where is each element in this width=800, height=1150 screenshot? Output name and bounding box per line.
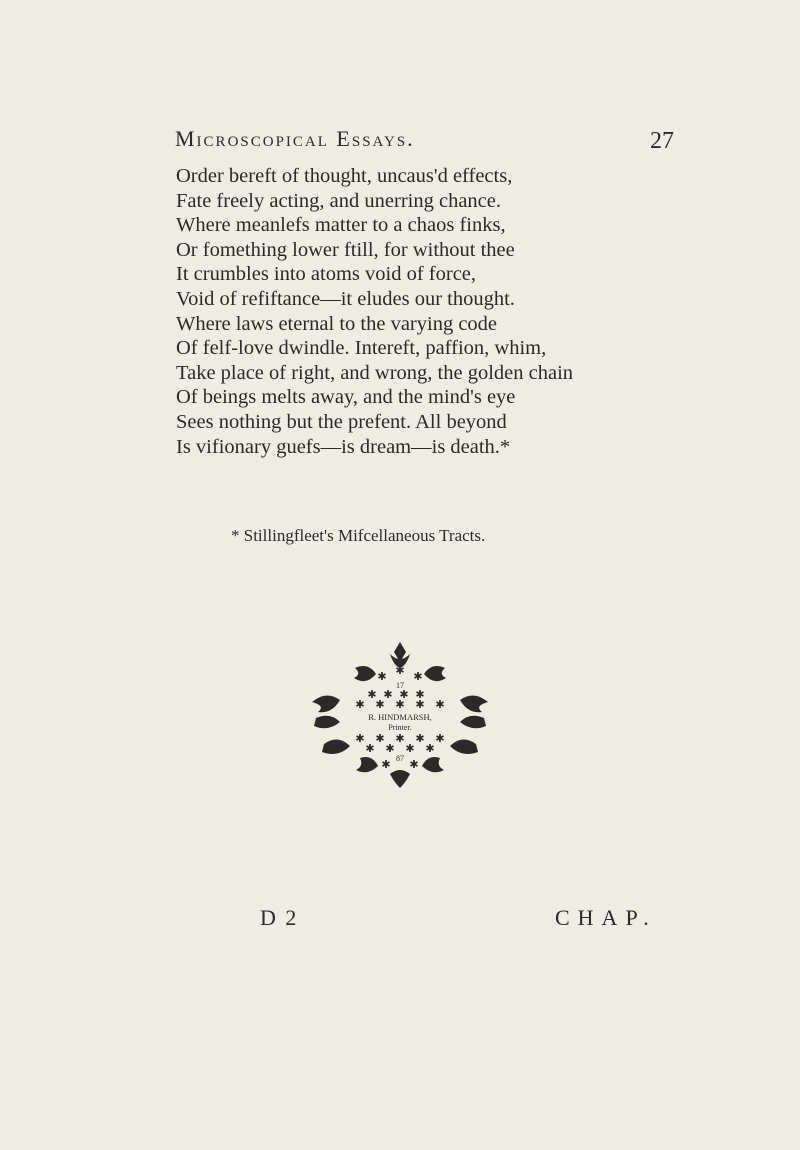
ornament-star: ✱ (365, 743, 375, 755)
ornament-fleuron (460, 695, 488, 728)
ornament-fleuron (356, 757, 378, 772)
ornament-star: ✱ (425, 743, 435, 755)
ornament-fleuron (450, 739, 478, 754)
ornament-fleuron (354, 666, 376, 681)
ornament-star: ✱ (415, 699, 425, 711)
poem-line: Void of refiftance—it eludes our thought. (176, 287, 515, 310)
ornament-year-top: 17 (396, 681, 404, 690)
poem-line: Take place of right, and wrong, the golden chain (176, 361, 574, 384)
ornament-star: ✱ (413, 671, 423, 683)
ornament-star: ✱ (395, 733, 405, 745)
poem-line: It crumbles into atoms void of force, (176, 263, 477, 286)
poem-line: Of beings melts away, and the mind's eye (176, 386, 516, 409)
ornament-star: ✱ (435, 699, 445, 711)
ornament-star: ✱ (415, 689, 425, 701)
ornament-star: ✱ (399, 689, 409, 701)
poem-line: Of felf-love dwindle. Intereft, paffion, whim, (176, 337, 547, 360)
poem-line: Or fomething lower ftill, for without thee (176, 238, 515, 261)
ornament-printer-title: Printer. (388, 723, 412, 732)
ornament-star: ✱ (435, 733, 445, 745)
poem-line: Is vifionary guefs—is dream—is death.* (176, 435, 511, 458)
ornament-year-bottom: 87 (396, 754, 404, 763)
poem-line: Fate freely acting, and unerring chance. (176, 189, 501, 212)
ornament-star: ✱ (355, 733, 365, 745)
footnote: * Stillingfleet's Mifcellaneous Tracts. (231, 526, 486, 545)
catchword: CHAP. (555, 905, 657, 930)
page-number: 27 (650, 128, 674, 154)
ornament-star: ✱ (375, 699, 385, 711)
ornament-star: ✱ (395, 769, 405, 781)
ornament-fleuron (322, 739, 350, 754)
ornament-star: ✱ (383, 689, 393, 701)
poem-line: Where meanlefs matter to a chaos finks, (176, 214, 506, 237)
ornament-printer-name: R. HINDMARSH, (368, 712, 432, 722)
ornament-star: ✱ (375, 733, 385, 745)
ornament-star: ✱ (385, 743, 395, 755)
ornament-star: ✱ (367, 689, 377, 701)
running-head: Microscopical Essays. (175, 126, 415, 151)
ornament-star: ✱ (395, 665, 405, 677)
poem-line: Where laws eternal to the varying code (176, 312, 498, 335)
printers-ornament (310, 640, 490, 790)
ornament-star: ✱ (355, 699, 365, 711)
ornament-star: ✱ (409, 759, 419, 771)
poem (176, 164, 573, 459)
ornament-star: ✱ (395, 699, 405, 711)
ornament-star: ✱ (415, 733, 425, 745)
ornament-star: ✱ (405, 743, 415, 755)
ornament-fleuron (312, 695, 340, 728)
ornament-star: ✱ (377, 671, 387, 683)
ornament-fleuron (424, 666, 446, 681)
ornament-star: ✱ (381, 759, 391, 771)
poem-line: Order bereft of thought, uncaus'd effects, (176, 165, 513, 187)
poem-line: Sees nothing but the prefent. All beyond (176, 410, 507, 433)
ornament-fleuron (422, 757, 444, 772)
signature-mark: D 2 (260, 905, 299, 930)
